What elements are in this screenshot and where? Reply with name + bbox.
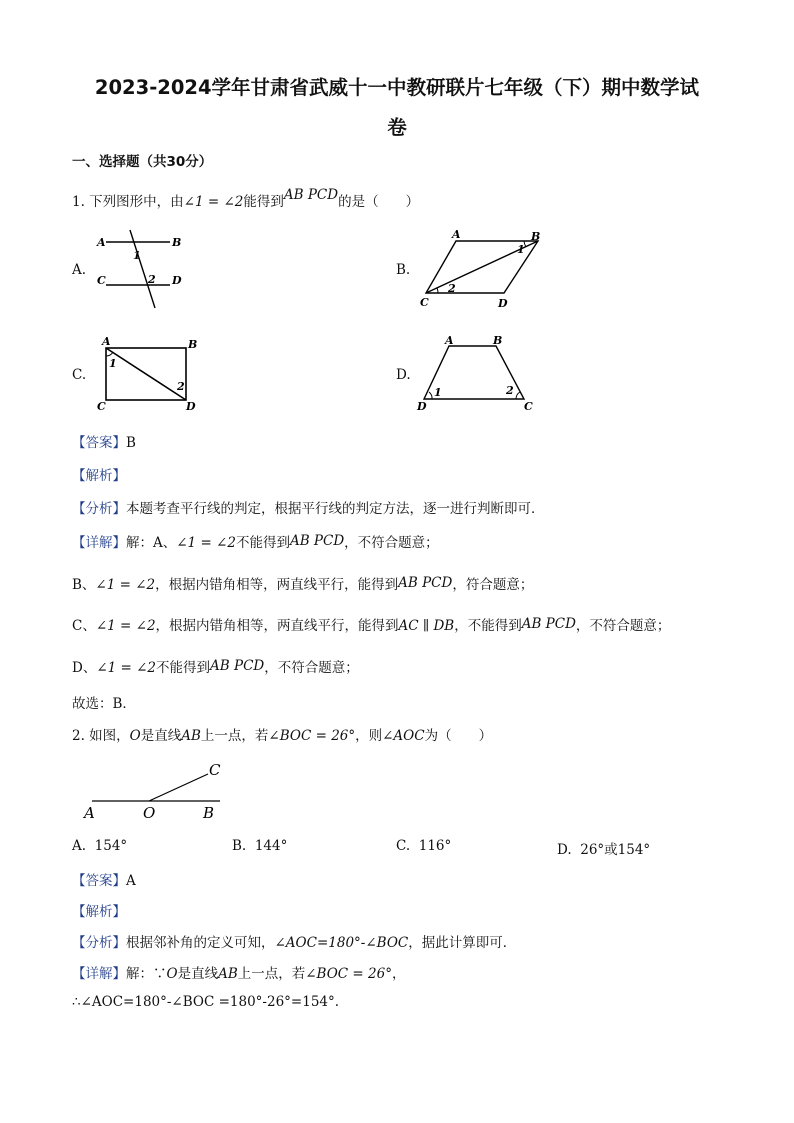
fig-a-label-c: C bbox=[97, 274, 106, 287]
q2-fig-label-a: A bbox=[84, 804, 95, 822]
q1-detail-3-target2: AB PCD bbox=[521, 616, 576, 632]
q2-detail-1-o: O bbox=[166, 966, 178, 982]
q1-detail-3-cond: ∠1 = ∠2 bbox=[95, 618, 156, 634]
section-heading: 一、选择题（共30分） bbox=[72, 154, 213, 170]
q2-mid1: 是直线 bbox=[140, 728, 182, 744]
q1-figure-d bbox=[414, 332, 534, 417]
q2-mid2: 上一点，若 bbox=[200, 728, 269, 744]
q2-detail-1-c: 上一点，若 bbox=[237, 966, 306, 982]
q1-option-d-label: D. bbox=[396, 367, 411, 383]
q1-figure-b bbox=[412, 226, 547, 316]
q1-detail-4-cond: ∠1 = ∠2 bbox=[96, 660, 157, 676]
q1-detail-2-a: B、 bbox=[72, 577, 96, 593]
q2-detail-1-b: 是直线 bbox=[177, 966, 219, 982]
q2-fenxi-eq: ∠AOC=180°-∠BOC bbox=[274, 935, 409, 951]
fig-d-label-b: B bbox=[493, 334, 503, 347]
q1-detail-4-target: AB PCD bbox=[210, 658, 265, 674]
fig-d-label-d: D bbox=[417, 400, 427, 413]
paper-title-line2: 卷 bbox=[387, 116, 407, 139]
fig-c-label-a: A bbox=[102, 335, 111, 348]
q2-ask: ∠AOC bbox=[382, 728, 425, 744]
q1-detail-2-target: AB PCD bbox=[398, 575, 453, 591]
q1-detail-2-cond: ∠1 = ∠2 bbox=[95, 577, 156, 593]
q1-detail-1-b: 不能得到 bbox=[235, 535, 290, 551]
q2-suffix: 为（ ） bbox=[424, 728, 493, 744]
q1-detail-1 bbox=[72, 531, 439, 551]
q1-fenxi-tag: 【分析】 bbox=[72, 501, 126, 517]
q2-answer bbox=[72, 869, 136, 889]
fig-b-label-b: B bbox=[531, 230, 541, 243]
q1-detail-1-target: AB PCD bbox=[289, 533, 345, 549]
q2-stem bbox=[72, 724, 492, 744]
fig-a-label-a: A bbox=[97, 236, 106, 249]
q1-detail-3-d: ，不符合题意； bbox=[575, 618, 671, 634]
q2-prefix: 2. 如图， bbox=[72, 728, 130, 744]
q2-xiangjie-tag: 【详解】 bbox=[72, 966, 126, 982]
fig-c-angle-1: 1 bbox=[109, 357, 117, 370]
fig-b-angle-1: 1 bbox=[517, 243, 525, 256]
q1-detail-3-c: ，不能得到 bbox=[454, 618, 522, 634]
q2-fig-label-b: B bbox=[203, 804, 215, 822]
q2-option-b-value: 144° bbox=[254, 838, 288, 854]
q1-detail-3-target1: AC ∥ DB bbox=[398, 618, 455, 634]
fig-b-label-d: D bbox=[498, 297, 508, 310]
q2-detail-2: ∴∠AOC=180°-∠BOC =180°-26°=154°. bbox=[72, 994, 340, 1010]
q2-option-a-label: A. bbox=[72, 838, 87, 854]
q2-fenxi bbox=[72, 931, 516, 951]
q2-answer-value: A bbox=[126, 873, 136, 889]
q1-analysis-heading bbox=[72, 464, 126, 484]
q2-detail-1 bbox=[72, 962, 405, 982]
q1-detail-4 bbox=[72, 656, 359, 676]
q1-mid: 能得到 bbox=[243, 194, 284, 210]
q2-option-d-value: 26°或154° bbox=[580, 842, 651, 858]
q1-detail-2-c: ，符合题意； bbox=[452, 577, 534, 593]
q2-option-d-label: D. bbox=[557, 842, 572, 858]
q1-detail-4-c: ，不符合题意； bbox=[264, 660, 359, 676]
q1-figure-c bbox=[94, 334, 204, 414]
fig-b-label-c: C bbox=[420, 296, 429, 309]
q2-line-ab: AB bbox=[181, 728, 201, 744]
fig-c-label-b: B bbox=[188, 338, 198, 351]
q1-stem bbox=[72, 187, 420, 210]
q1-figure-a bbox=[92, 228, 202, 313]
q1-detail-2-b: ，根据内错角相等，两直线平行，能得到 bbox=[155, 577, 399, 593]
q2-fig-label-c: C bbox=[209, 761, 221, 779]
q2-analysis-tag: 【解析】 bbox=[72, 904, 126, 920]
q1-fenxi-text: 本题考查平行线的判定，根据平行线的判定方法，逐一进行判断即可． bbox=[126, 501, 545, 517]
fig-b-angle-2: 2 bbox=[448, 282, 456, 295]
q1-detail-3 bbox=[72, 614, 670, 634]
fig-b-label-a: A bbox=[452, 228, 461, 241]
q2-detail-1-a: 解：∵ bbox=[126, 966, 167, 982]
q1-target: AB PCD bbox=[283, 187, 339, 203]
q2-option-a bbox=[72, 838, 127, 854]
fig-a-label-b: B bbox=[172, 236, 182, 249]
q1-answer-tag: 【答案】 bbox=[72, 435, 126, 451]
q2-detail-1-ab: AB bbox=[218, 966, 238, 982]
q1-option-b-label: B. bbox=[396, 262, 411, 278]
fig-d-angle-2: 2 bbox=[506, 384, 514, 397]
q2-fenxi-a: 根据邻补角的定义可知， bbox=[126, 935, 275, 951]
q2-analysis-heading bbox=[72, 900, 126, 920]
q1-detail-1-a: 解：A、 bbox=[126, 535, 177, 551]
q2-mid3: ，则 bbox=[355, 728, 383, 744]
q2-fig-label-o: O bbox=[143, 804, 156, 822]
q1-detail-3-b: ，根据内错角相等，两直线平行，能得到 bbox=[155, 618, 399, 634]
q2-option-b-label: B. bbox=[232, 838, 247, 854]
q1-option-a-label: A. bbox=[72, 262, 87, 278]
q2-detail-1-cond: ∠BOC = 26° bbox=[305, 966, 392, 982]
q1-analysis-tag: 【解析】 bbox=[72, 468, 126, 484]
q2-option-c bbox=[396, 838, 451, 854]
q1-prefix: 1. 下列图形中，由 bbox=[72, 194, 184, 210]
paper-title-line1: 2023-2024学年甘肃省武威十一中教研联片七年级（下）期中数学试 bbox=[94, 76, 700, 99]
q1-answer bbox=[72, 431, 136, 451]
fig-d-label-a: A bbox=[445, 334, 454, 347]
q2-option-b bbox=[232, 838, 287, 854]
q2-point-o: O bbox=[129, 728, 141, 744]
q2-option-c-label: C. bbox=[396, 838, 411, 854]
q1-detail-1-cond: ∠1 = ∠2 bbox=[176, 535, 236, 551]
q1-condition: ∠1 = ∠2 bbox=[183, 194, 244, 210]
fig-a-label-d: D bbox=[172, 274, 182, 287]
q1-detail-3-a: C、 bbox=[72, 618, 96, 634]
q2-option-d bbox=[557, 838, 650, 858]
q2-figure bbox=[80, 756, 260, 826]
q2-condition: ∠BOC = 26° bbox=[268, 728, 356, 744]
q1-detail-4-a: D、 bbox=[72, 660, 97, 676]
q2-option-c-value: 116° bbox=[418, 838, 452, 854]
q1-option-c-label: C. bbox=[72, 367, 87, 383]
q2-fenxi-tag: 【分析】 bbox=[72, 935, 126, 951]
q1-answer-value: B bbox=[126, 435, 136, 451]
q1-detail-1-c: ，不符合题意； bbox=[344, 535, 439, 551]
q1-detail-2 bbox=[72, 573, 533, 593]
fig-c-label-c: C bbox=[97, 400, 106, 413]
q2-answer-tag: 【答案】 bbox=[72, 873, 126, 889]
q1-suffix: 的是（ ） bbox=[338, 194, 420, 210]
fig-c-label-d: D bbox=[186, 400, 196, 413]
fig-a-angle-2: 2 bbox=[148, 273, 156, 286]
q2-detail-1-d: ， bbox=[391, 966, 406, 982]
q1-fenxi bbox=[72, 497, 545, 517]
q2-fenxi-b: ，据此计算即可． bbox=[408, 935, 517, 951]
q1-detail-4-b: 不能得到 bbox=[156, 660, 211, 676]
q1-xiangjie-tag: 【详解】 bbox=[72, 535, 126, 551]
fig-d-angle-1: 1 bbox=[434, 386, 442, 399]
fig-d-label-c: C bbox=[524, 400, 533, 413]
q2-option-a-value: 154° bbox=[94, 838, 128, 854]
fig-a-angle-1: 1 bbox=[133, 249, 141, 262]
q1-choose: 故选：B． bbox=[72, 696, 136, 712]
fig-c-angle-2: 2 bbox=[177, 380, 185, 393]
